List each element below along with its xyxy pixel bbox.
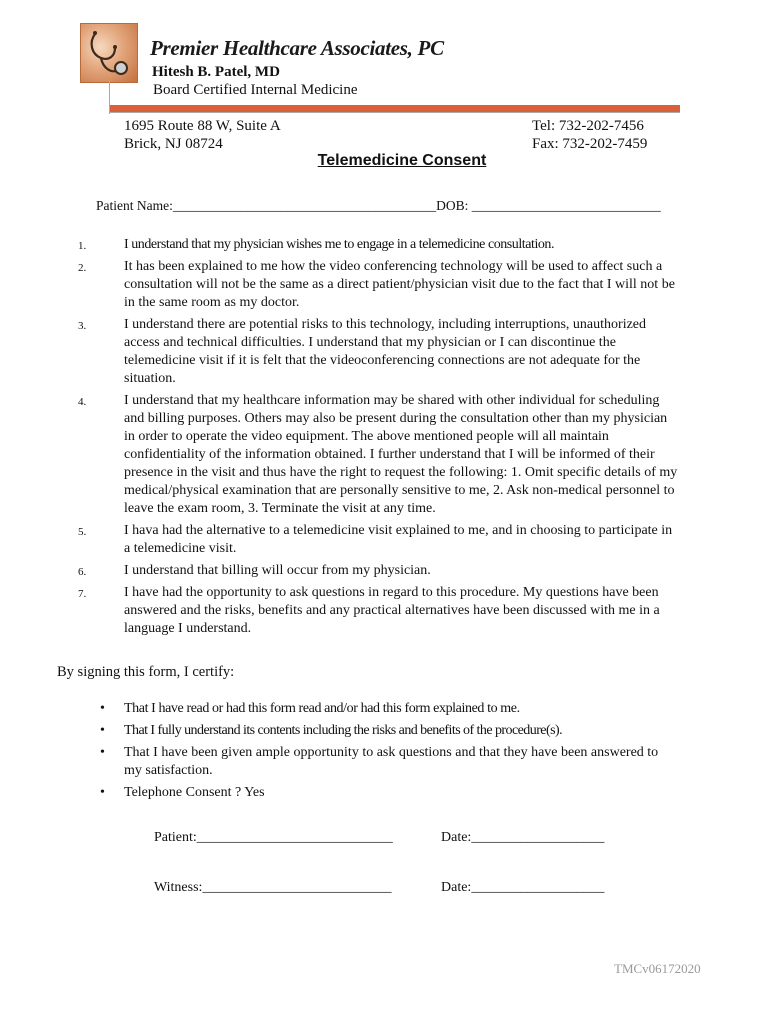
list-item [78, 562, 678, 580]
form-version: TMCv06172020 [614, 961, 701, 976]
patient-name-label: Patient Name: [96, 198, 173, 213]
consent-items [78, 236, 678, 642]
header-divider [110, 112, 680, 113]
witness-date-label: Date: [441, 880, 472, 895]
list-item [78, 258, 678, 312]
header-accent-rule [110, 105, 680, 112]
practice-name: Premier Healthcare Associates, PC [150, 36, 444, 60]
bullet-icon: • [100, 723, 105, 738]
bullet-icon: • [100, 701, 105, 716]
patient-signature-label: Patient: [154, 830, 197, 845]
item-text: It has been explained to me how the video conferencing technology will be used to affect such a consultation will not be the same as a direct patient/physician visit due to the fact that I will not be in the same room as my doctor. [124, 259, 675, 310]
item-number: 5. [78, 526, 87, 538]
certify-intro: By signing this form, I certify: [57, 664, 235, 680]
fax-number: Fax: 732-202-7459 [532, 136, 648, 152]
bullet-icon: • [100, 745, 105, 760]
witness-date-field[interactable]: ___________________ [471, 880, 605, 895]
list-item [78, 522, 678, 558]
bullet-text: That I have read or had this form read and/or had this form explained to me. [124, 701, 520, 716]
witness-signature-field[interactable]: ___________________________ [202, 880, 392, 895]
patient-info-line [96, 198, 661, 214]
witness-signature-label: Witness: [154, 880, 203, 895]
list-item [100, 744, 660, 780]
item-text: I understand that billing will occur from my physician. [124, 563, 431, 578]
certify-bullets [100, 700, 660, 806]
item-text: I have had the opportunity to ask questions in regard to this procedure. My questions have been answered and the risks, benefits and any practical alternatives have been discussed with me in a language I understand. [124, 585, 660, 636]
patient-name-field[interactable]: _______________________________________ [172, 198, 437, 213]
list-item [100, 700, 660, 718]
address-line2: Brick, NJ 08724 [124, 136, 223, 152]
doctor-name: Hitesh B. Patel, MD [152, 64, 280, 80]
dob-field[interactable]: ____________________________ [468, 198, 661, 213]
item-number: 4. [78, 396, 87, 408]
item-text: I understand that my physician wishes me to engage in a telemedicine consultation. [124, 237, 555, 252]
dob-label: DOB: [436, 198, 469, 213]
list-item [78, 584, 678, 638]
item-number: 1. [78, 240, 87, 252]
item-text: I hava had the alternative to a telemedicine visit explained to me, and in choosing to participate in a telemedicine visit. [124, 523, 673, 556]
patient-date-label: Date: [441, 830, 472, 845]
patient-signature-field[interactable]: ____________________________ [196, 830, 393, 845]
doctor-certification: Board Certified Internal Medicine [153, 82, 358, 98]
item-number: 2. [78, 262, 87, 274]
patient-date-line [441, 830, 604, 846]
item-number: 6. [78, 566, 87, 578]
stethoscope-icon [81, 24, 137, 82]
item-text: I understand that my healthcare information may be shared with other individual for scheduling and billing purposes. Others may also be present during the consultation other than my physician in order to operate the video equipment. The above mentioned people will all maintain confidentiality of the information obtained. I further understand that I will be informed of their presence in the visit and thus have the right to request the following: 1. Omit specific details of my medical/physical examination that are personally sensitive to me, 2. Ask non-medical personnel to leave the exam room, 3. Terminate the visit at any time. [124, 393, 678, 516]
phone-number: Tel: 732-202-7456 [532, 118, 644, 134]
bullet-text: That I fully understand its contents including the risks and benefits of the procedure(s). [124, 723, 563, 738]
patient-signature-line [154, 830, 393, 846]
witness-signature-line [154, 880, 391, 896]
list-item [78, 236, 678, 254]
list-item [100, 784, 660, 802]
item-number: 3. [78, 320, 87, 332]
patient-date-field[interactable]: ___________________ [471, 830, 605, 845]
list-item [78, 392, 678, 518]
item-text: I understand there are potential risks to this technology, including interruptions, unauthorized access and technical difficulties. I understand that my physician or I can discontinue the telemedicine visit if it is felt that the videoconferencing connections are not adequate for the situation. [124, 317, 647, 386]
form-title: Telemedicine Consent [317, 152, 487, 169]
list-item [100, 722, 660, 740]
practice-logo [80, 23, 138, 83]
item-number: 7. [78, 588, 87, 600]
address-line1: 1695 Route 88 W, Suite A [124, 118, 281, 134]
bullet-icon: • [100, 785, 105, 800]
list-item [78, 316, 678, 388]
bullet-text: That I have been given ample opportunity to ask questions and that they have been answered to my satisfaction. [124, 745, 659, 778]
bullet-text: Telephone Consent ? Yes [124, 785, 265, 800]
witness-date-line [441, 880, 604, 896]
